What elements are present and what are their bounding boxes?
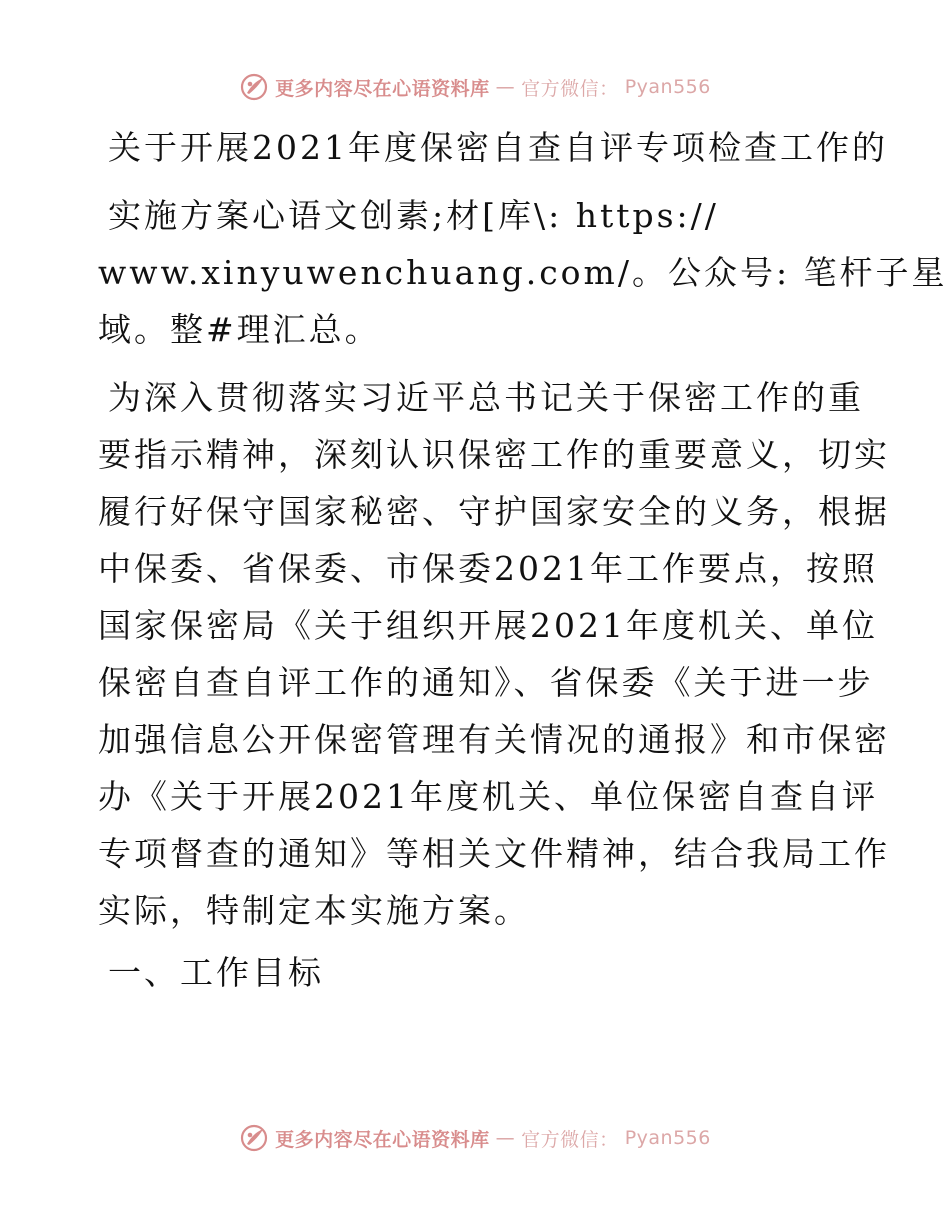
body-line: 要指示精神，深刻认识保密工作的重要意义，切实: [98, 435, 890, 474]
watermark-site-text: 更多内容尽在心语资料库: [275, 77, 490, 100]
title-line-1: 关于开展2021年度保密自查自评专项检查工作的: [108, 128, 888, 167]
quill-logo-icon: [239, 1123, 269, 1153]
section-heading: 一、工作目标: [108, 953, 324, 992]
watermark-dash: —: [495, 1127, 516, 1149]
watermark-wechat-id: Pyan556: [624, 1127, 711, 1149]
watermark-dash: —: [495, 76, 516, 98]
title-line-4: 域。整#理汇总。: [98, 310, 381, 349]
body-line: 国家保密局《关于组织开展2021年度机关、单位: [98, 606, 878, 645]
document-content: [98, 122, 948, 993]
quill-logo-icon: [239, 72, 269, 102]
watermark-site-text: 更多内容尽在心语资料库: [275, 1128, 490, 1151]
watermark-label: 官方微信：: [521, 1128, 619, 1151]
body-line: 履行好保守国家秘密、守护国家安全的义务，根据: [98, 492, 890, 531]
body-line: 保密自查自评工作的通知》、省保委《关于进一步: [98, 663, 874, 702]
title-line-2: 实施方案心语文创素;材[库\: https://: [108, 196, 719, 235]
body-line: 实际，特制定本实施方案。: [98, 891, 530, 930]
body-line: 加强信息公开保密管理有关情况的通报》和市保密: [98, 720, 890, 759]
body-line: 为深入贯彻落实习近平总书记关于保密工作的重: [108, 378, 864, 417]
body-line: 中保委、省保委、市保委2021年工作要点，按照: [98, 549, 878, 588]
body-line: 专项督查的通知》等相关文件精神，结合我局工作: [98, 834, 890, 873]
watermark-label: 官方微信：: [521, 77, 619, 100]
paragraph-gap: [98, 350, 858, 375]
footer-watermark: [0, 1123, 950, 1153]
body-paragraph: [98, 378, 890, 931]
title-line-3: www.xinyuwenchuang.com/。公众号: 笔杆子星: [98, 253, 948, 292]
watermark-wechat-id: Pyan556: [624, 76, 711, 98]
body-line: 办《关于开展2021年度机关、单位保密自查自评: [98, 777, 878, 816]
header-watermark: [0, 72, 950, 102]
